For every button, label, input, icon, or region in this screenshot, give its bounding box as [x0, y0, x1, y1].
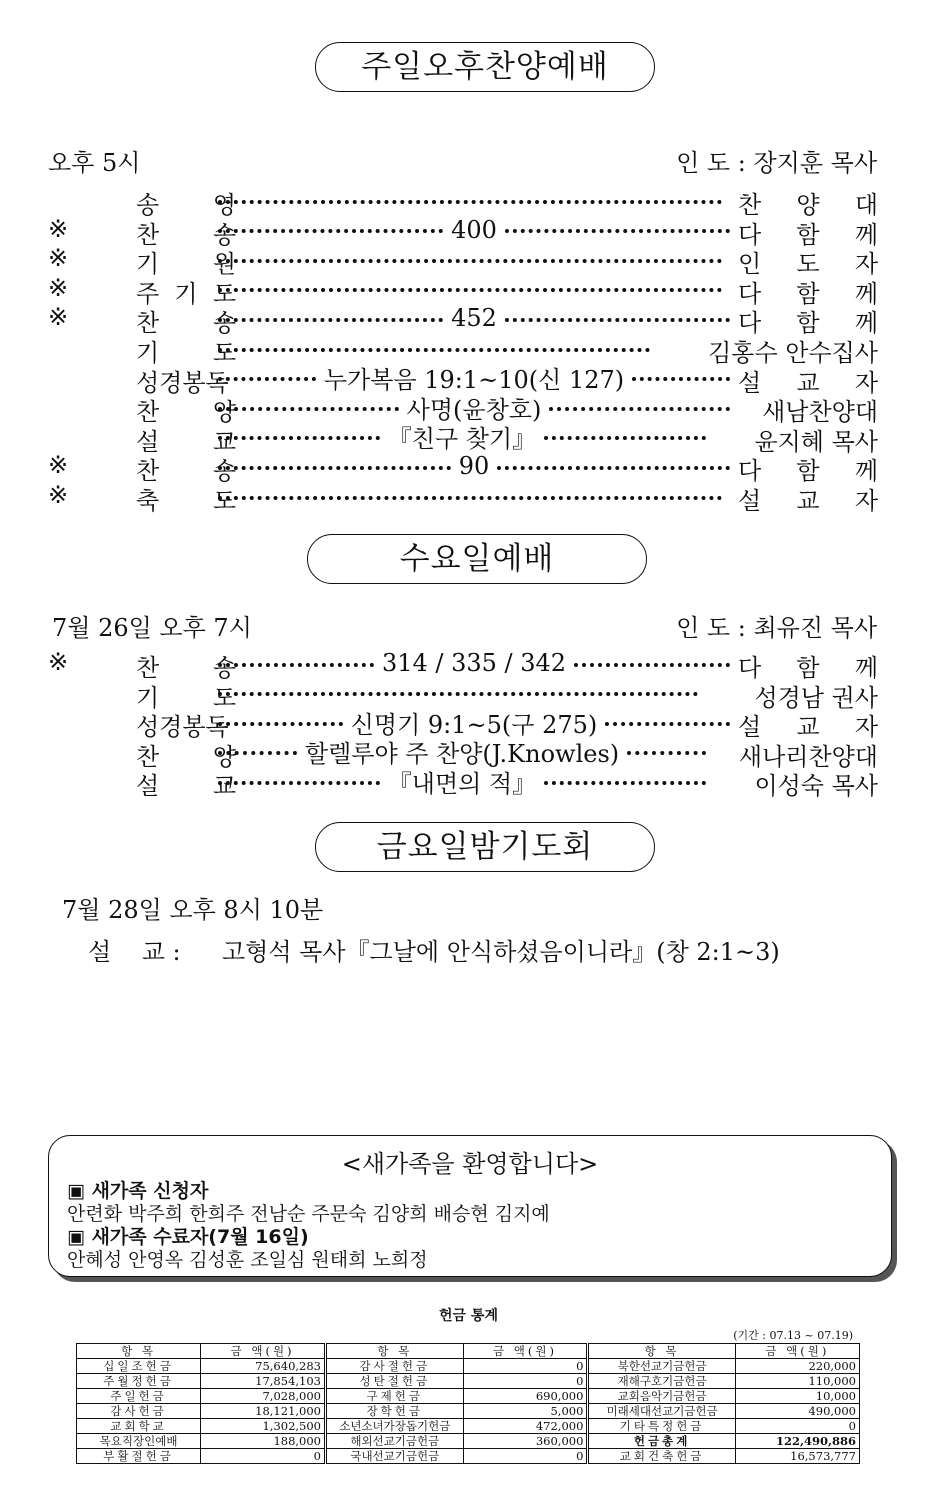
- order-item-person-part: 자: [854, 368, 878, 397]
- order-item-name-char: 원: [212, 250, 236, 279]
- order-row: [48, 766, 878, 801]
- order-row: [48, 185, 878, 219]
- order-row: [48, 244, 878, 279]
- order-item-leader-dots: [218, 363, 730, 393]
- offering-amount: 188,000: [201, 1434, 326, 1449]
- order-item-leader-dots: [218, 481, 730, 511]
- offering-period: (기간 : 07.13 ~ 07.19): [733, 1329, 853, 1342]
- order-item-name-char: 영: [212, 191, 236, 219]
- offering-amount: 0: [463, 1359, 588, 1374]
- offering-item: 해외선교기금헌금: [326, 1434, 464, 1449]
- order-item-name-char: 주: [136, 279, 160, 308]
- offering-item: 소년소녀가장돕기헌금: [326, 1419, 464, 1434]
- offering-amount: 7,028,000: [201, 1389, 326, 1404]
- order-item-name-char: 송: [212, 457, 236, 486]
- stand-mark: ※: [48, 648, 69, 676]
- applicants-label: ▣ 새가족 신청자: [67, 1180, 209, 1202]
- offering-amount: 110,000: [735, 1374, 859, 1389]
- order-item-detail: 사명(윤창호): [406, 395, 542, 424]
- order-item-name-char: 기: [174, 279, 198, 308]
- offering-item: 북한선교기금헌금: [588, 1359, 735, 1374]
- order-item-detail: 할렐루야 주 찬양(J.Knowles): [304, 740, 620, 769]
- offering-amount: 360,000: [463, 1434, 588, 1449]
- offering-item: 부활절헌금: [77, 1449, 201, 1464]
- order-row: [48, 303, 878, 338]
- offering-table: [76, 1343, 860, 1464]
- order-item-person-part: 함: [796, 309, 820, 338]
- order-item-person-part: 설: [738, 368, 762, 397]
- graduates-label: ▣ 새가족 수료자(7월 16일): [67, 1226, 309, 1248]
- offering-stats-title: 헌금 통계: [439, 1308, 498, 1324]
- order-item-person-part: 이성숙 목사: [754, 772, 878, 801]
- header-amount: 금 액(원): [735, 1344, 859, 1359]
- header-item: 항 목: [326, 1344, 464, 1359]
- offering-amount: 122,490,886: [735, 1434, 859, 1449]
- order-item-name-char: 기: [136, 250, 160, 279]
- order-item-detail: 452: [451, 304, 497, 333]
- offering-item: 구제헌금: [326, 1389, 464, 1404]
- order-item-name-char: 도: [212, 339, 236, 367]
- sunday-service-title: 주일오후찬양예배: [315, 42, 655, 92]
- order-item-name-char: 설: [136, 427, 160, 456]
- order-item-name-char: 기: [136, 683, 160, 712]
- order-item-person-part: 자: [854, 250, 878, 279]
- order-item-name-char: 찬: [136, 457, 160, 486]
- order-item-leader-dots: [218, 274, 730, 304]
- order-item-person-part: 께: [854, 279, 878, 308]
- order-item-person-part: 함: [796, 220, 820, 249]
- order-item-person-part: 성경남 권사: [754, 683, 878, 712]
- order-item-person-part: 함: [796, 279, 820, 308]
- header-item: 항 목: [77, 1344, 201, 1359]
- order-item-leader-dots: [218, 303, 730, 333]
- order-row: [48, 333, 878, 367]
- order-item-leader-dots: [218, 215, 730, 245]
- order-item-person-part: 교: [796, 487, 820, 515]
- header-amount: 금 액(원): [463, 1344, 588, 1359]
- order-item-person-part: 양: [796, 191, 820, 219]
- order-item-person-part: 대: [854, 191, 878, 219]
- order-item-person-part: 도: [796, 250, 820, 279]
- offering-amount: 5,000: [463, 1404, 588, 1419]
- order-item-name-char: 도: [212, 683, 236, 712]
- stand-mark: ※: [48, 481, 69, 509]
- offering-amount: 0: [735, 1419, 859, 1434]
- applicants-list: 안련화 박주희 한희주 전남순 주문숙 김양희 배승현 김지예: [67, 1203, 550, 1225]
- order-item-leader-dots: [218, 392, 730, 422]
- order-item-person-part: 다: [738, 220, 762, 249]
- order-item-name-char: 찬: [136, 398, 160, 427]
- offering-item: 주일헌금: [77, 1389, 201, 1404]
- order-item-detail: 『친구 찾기』: [387, 425, 537, 454]
- order-item-person-part: 윤지혜 목사: [754, 427, 878, 456]
- offering-amount: 17,854,103: [201, 1374, 326, 1389]
- order-row: [48, 707, 878, 742]
- new-family-box: [48, 1135, 892, 1277]
- stand-mark: ※: [48, 303, 69, 332]
- offering-item: 감사절헌금: [326, 1359, 464, 1374]
- offering-amount: 690,000: [463, 1389, 588, 1404]
- header-amount: 금 액(원): [201, 1344, 326, 1359]
- friday-service-title: 금요일밤기도회: [315, 822, 655, 872]
- order-item-name-char: 성경봉독: [136, 713, 229, 742]
- order-row: [48, 678, 878, 712]
- order-item-person-part: 다: [738, 457, 762, 486]
- order-item-leader-dots: [218, 766, 706, 796]
- order-item-name-char: 찬: [136, 309, 160, 338]
- friday-sermon-label: 설 교 :: [88, 938, 181, 966]
- header-item: 항 목: [588, 1344, 735, 1359]
- order-item-leader-dots: [218, 333, 658, 363]
- order-item-person-part: 다: [738, 309, 762, 338]
- wednesday-service-title: 수요일예배: [307, 534, 647, 584]
- order-item-person-part: 찬: [738, 191, 762, 219]
- order-item-name-char: 송: [212, 654, 236, 682]
- order-item-detail: 『내면의 적』: [387, 769, 537, 798]
- order-item-name-char: 찬: [136, 654, 160, 682]
- friday-sermon: 고형석 목사『그날에 안식하셨음이니라』(창 2:1~3): [222, 938, 780, 966]
- offering-amount: 0: [463, 1449, 588, 1464]
- offering-row: [77, 1374, 860, 1389]
- order-row: [48, 451, 878, 486]
- order-item-name-char: 송: [136, 191, 160, 219]
- order-item-name-char: 찬: [136, 220, 160, 249]
- order-item-person: [738, 481, 878, 516]
- offering-row: [77, 1359, 860, 1374]
- order-row: [48, 737, 878, 771]
- order-item-leader-dots: [218, 244, 730, 274]
- wednesday-leader: 인 도 : 최유진 목사: [676, 614, 877, 642]
- order-item-leader-dots: [218, 451, 730, 481]
- offering-row: [77, 1419, 860, 1434]
- order-item-name-char: 양: [212, 398, 236, 427]
- order-item-person-part: 께: [854, 309, 878, 338]
- order-item-person-part: 함: [796, 654, 820, 682]
- offering-item: 십일조헌금: [77, 1359, 201, 1374]
- order-item-name-char: 양: [212, 742, 236, 771]
- order-item-name-char: 찬: [136, 742, 160, 771]
- offering-amount: 75,640,283: [201, 1359, 326, 1374]
- order-item-leader-dots: [218, 678, 706, 708]
- offering-amount: 16,573,777: [735, 1449, 859, 1464]
- order-item-detail: 400: [451, 215, 497, 244]
- offering-item: 주월정헌금: [77, 1374, 201, 1389]
- offering-item: 재해구호기금헌금: [588, 1374, 735, 1389]
- order-item-name-char: 도: [212, 279, 236, 308]
- order-item-person-part: 김홍수 안수집사: [708, 339, 878, 367]
- order-row: [48, 273, 878, 308]
- offering-amount: 0: [463, 1374, 588, 1389]
- offering-row: [77, 1389, 860, 1404]
- offering-row: [77, 1449, 860, 1464]
- order-item-person-part: 설: [738, 487, 762, 515]
- order-item-person: [714, 766, 878, 801]
- order-row: [48, 363, 878, 397]
- new-family-title: <새가족을 환영합니다>: [341, 1150, 599, 1178]
- offering-item: 헌금총계: [588, 1434, 735, 1449]
- offering-item: 성탄절헌금: [326, 1374, 464, 1389]
- order-item-person-part: 자: [854, 713, 878, 742]
- order-row: [48, 648, 878, 682]
- offering-row: [77, 1404, 860, 1419]
- order-item-person-part: 자: [854, 487, 878, 515]
- offering-item: 감사헌금: [77, 1404, 201, 1419]
- offering-amount: 18,121,000: [201, 1404, 326, 1419]
- order-item-person-part: 인: [738, 250, 762, 279]
- offering-item: 교회건축헌금: [588, 1449, 735, 1464]
- friday-time: 7월 28일 오후 8시 10분: [62, 896, 324, 924]
- offering-amount: 0: [201, 1449, 326, 1464]
- sunday-time: 오후 5시: [48, 149, 141, 177]
- offering-item: 교회학교: [77, 1419, 201, 1434]
- offering-amount: 10,000: [735, 1389, 859, 1404]
- stand-mark: ※: [48, 451, 69, 480]
- offering-amount: 472,000: [463, 1419, 588, 1434]
- offering-item: 장학헌금: [326, 1404, 464, 1419]
- offering-row: [77, 1434, 860, 1449]
- offering-item: 목요직장인예배: [77, 1434, 201, 1449]
- order-item-name-char: 성경봉독: [136, 368, 229, 397]
- sunday-leader: 인 도 : 장지훈 목사: [676, 149, 877, 177]
- order-item-person-part: 교: [796, 368, 820, 397]
- order-item-name-char: 송: [212, 309, 236, 338]
- order-item-leader-dots: [218, 185, 730, 215]
- order-item-person-part: 함: [796, 457, 820, 486]
- offering-item: 교회음악기금헌금: [588, 1389, 735, 1404]
- order-item-person-part: 새나리찬양대: [738, 742, 878, 771]
- offering-amount: 490,000: [735, 1404, 859, 1419]
- order-item-detail: 90: [458, 452, 490, 481]
- order-item-name-char: 교: [212, 427, 236, 456]
- order-item-detail: 누가복음 19:1~10(신 127): [323, 366, 625, 395]
- order-item-person-part: 께: [854, 457, 878, 486]
- order-item-name-char: 설: [136, 772, 160, 801]
- offering-item: 국내선교기금헌금: [326, 1449, 464, 1464]
- order-row: [48, 214, 878, 249]
- offering-header-row: [77, 1344, 860, 1359]
- order-item-person-part: 새남찬양대: [762, 398, 878, 427]
- order-item-name-char: 송: [212, 220, 236, 249]
- order-item-leader-dots: [218, 648, 730, 678]
- order-item-person-part: 께: [854, 654, 878, 682]
- order-item-person-part: 께: [854, 220, 878, 249]
- stand-mark: ※: [48, 273, 69, 302]
- offering-item: 기타특정헌금: [588, 1419, 735, 1434]
- stand-mark: ※: [48, 244, 69, 273]
- offering-amount: 1,302,500: [201, 1419, 326, 1434]
- order-row: [48, 422, 878, 456]
- order-row: [48, 481, 878, 515]
- order-item-name-char: 기: [136, 339, 160, 367]
- order-row: [48, 392, 878, 427]
- order-item-detail: 314 / 335 / 342: [381, 649, 567, 677]
- order-item-person-part: 다: [738, 654, 762, 682]
- order-item-person-part: 다: [738, 279, 762, 308]
- stand-mark: ※: [48, 214, 69, 243]
- order-item-name-char: 축: [136, 487, 160, 515]
- order-item-detail: 신명기 9:1~5(구 275): [350, 710, 598, 739]
- wednesday-time: 7월 26일 오후 7시: [52, 614, 252, 642]
- order-item-leader-dots: [218, 422, 706, 452]
- order-item-person-part: 설: [738, 713, 762, 742]
- order-item-leader-dots: [218, 737, 706, 767]
- order-item-name-char: 교: [212, 772, 236, 801]
- offering-item: 미래세대선교기금헌금: [588, 1404, 735, 1419]
- graduates-list: 안혜성 안영옥 김성훈 조일심 원태희 노희정: [67, 1249, 428, 1271]
- offering-amount: 220,000: [735, 1359, 859, 1374]
- order-item-leader-dots: [218, 707, 730, 737]
- order-item-person-part: 교: [796, 713, 820, 742]
- order-item-name-char: 도: [212, 487, 236, 515]
